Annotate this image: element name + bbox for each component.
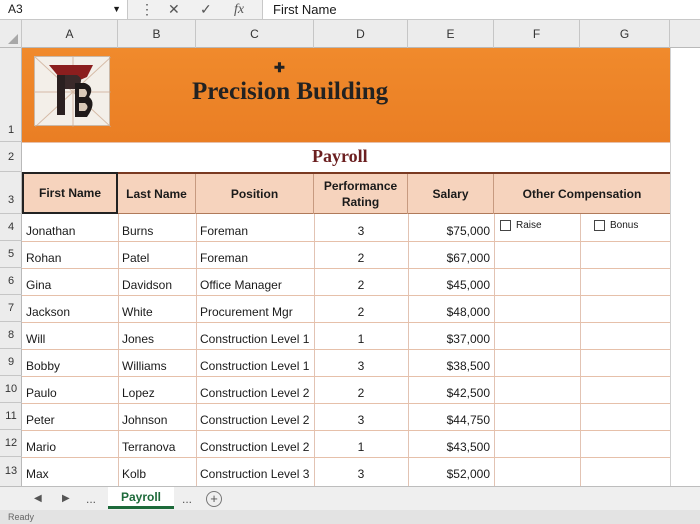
rating-cell[interactable]: 2 xyxy=(357,305,365,319)
first-name-cell[interactable]: Will xyxy=(26,332,46,346)
header-first-name[interactable]: First Name xyxy=(22,172,118,214)
rating-cell[interactable]: 1 xyxy=(357,440,365,454)
cell-cursor-icon: ✚ xyxy=(274,60,285,75)
company-logo xyxy=(34,56,110,126)
last-name-cell[interactable]: Johnson xyxy=(122,413,168,427)
last-name-cell[interactable]: Williams xyxy=(122,359,167,373)
rating-cell[interactable]: 3 xyxy=(357,359,365,373)
insert-function-icon[interactable]: fx xyxy=(234,2,245,17)
row-header[interactable]: 2 xyxy=(0,142,22,172)
table-header-row xyxy=(22,172,670,214)
row-header[interactable]: 13 xyxy=(4,465,18,477)
last-name-cell[interactable]: Burns xyxy=(122,224,154,238)
cancel-icon[interactable]: ✕ xyxy=(168,1,180,17)
row-header[interactable]: 7 xyxy=(0,295,22,322)
rating-cell[interactable]: 3 xyxy=(357,224,365,238)
column-header-e[interactable]: E xyxy=(408,20,494,48)
rating-cell[interactable]: 3 xyxy=(357,413,365,427)
salary-cell[interactable]: $42,500 xyxy=(446,386,490,400)
row-header[interactable]: 1 xyxy=(0,48,22,142)
column-header-more[interactable] xyxy=(670,20,700,48)
column-header-d[interactable]: D xyxy=(314,20,408,48)
position-cell[interactable]: Construction Level 3 xyxy=(200,467,310,481)
column-header-b[interactable]: B xyxy=(118,20,196,48)
select-all-icon[interactable] xyxy=(8,34,18,44)
name-box[interactable] xyxy=(0,0,128,19)
worksheet-grid[interactable] xyxy=(22,48,700,486)
checkbox-icon[interactable] xyxy=(500,220,511,231)
next-sheet-icon[interactable]: ▶ xyxy=(62,493,70,504)
row-header[interactable]: 6 xyxy=(0,268,22,295)
column-header-bar xyxy=(0,20,700,48)
enter-icon[interactable]: ✓ xyxy=(200,1,212,17)
row-header[interactable]: 5 xyxy=(0,241,22,268)
select-all-corner[interactable] xyxy=(0,20,22,48)
last-name-cell[interactable]: Lopez xyxy=(122,386,155,400)
header-position[interactable]: Position xyxy=(196,174,314,214)
first-name-cell[interactable]: Bobby xyxy=(26,359,61,373)
row-header[interactable]: 10 xyxy=(0,376,22,403)
header-performance-rating[interactable]: Performance Rating xyxy=(314,174,408,214)
column-divider xyxy=(670,48,671,486)
company-banner[interactable] xyxy=(22,48,670,142)
last-name-cell[interactable]: Davidson xyxy=(122,278,173,292)
first-name-cell[interactable]: Gina xyxy=(26,278,52,292)
salary-cell[interactable]: $45,000 xyxy=(446,278,490,292)
formula-bar xyxy=(0,0,700,20)
position-cell[interactable]: Construction Level 2 xyxy=(200,440,310,454)
position-cell[interactable]: Foreman xyxy=(200,251,249,265)
position-cell[interactable]: Office Manager xyxy=(200,278,282,292)
column-header-f[interactable]: F xyxy=(494,20,580,48)
salary-cell[interactable]: $48,000 xyxy=(446,305,490,319)
bonus-label: Bonus xyxy=(610,220,639,231)
last-name-cell[interactable]: Patel xyxy=(122,251,150,265)
logo-graphic xyxy=(35,57,111,127)
first-name-cell[interactable]: Peter xyxy=(26,413,55,427)
salary-cell[interactable]: $75,000 xyxy=(446,224,490,238)
rating-cell[interactable]: 2 xyxy=(357,386,365,400)
position-cell[interactable]: Construction Level 1 xyxy=(200,359,310,373)
status-text: Ready xyxy=(8,512,35,522)
header-other-compensation[interactable]: Other Compensation xyxy=(522,187,642,201)
more-sheets-right[interactable]: ... xyxy=(182,492,193,506)
first-name-cell[interactable]: Paulo xyxy=(26,386,57,400)
bonus-checkbox[interactable] xyxy=(594,220,638,231)
raise-label: Raise xyxy=(516,220,542,231)
rating-cell[interactable]: 2 xyxy=(357,278,365,292)
rating-cell[interactable]: 2 xyxy=(357,251,365,265)
chevron-down-icon[interactable]: ▼ xyxy=(112,4,121,14)
last-name-cell[interactable]: Kolb xyxy=(122,467,147,481)
rating-cell[interactable]: 3 xyxy=(357,467,365,481)
column-divider xyxy=(196,214,197,486)
row-header[interactable]: 11 xyxy=(0,403,22,430)
row-divider xyxy=(22,142,670,143)
payroll-title: Payroll xyxy=(312,146,368,166)
salary-cell[interactable]: $52,000 xyxy=(446,467,490,481)
checkbox-icon[interactable] xyxy=(594,220,605,231)
header-salary[interactable]: Salary xyxy=(408,174,494,214)
salary-cell[interactable]: $38,500 xyxy=(446,359,490,373)
salary-cell[interactable]: $44,750 xyxy=(446,413,490,427)
tab-payroll[interactable]: Payroll xyxy=(108,487,174,509)
column-header-c[interactable]: C xyxy=(196,20,314,48)
row-header[interactable]: 9 xyxy=(0,349,22,376)
first-name-cell[interactable]: Max xyxy=(26,467,49,481)
add-sheet-icon[interactable]: + xyxy=(206,491,222,507)
column-header-g[interactable]: G xyxy=(580,20,670,48)
position-cell[interactable]: Construction Level 2 xyxy=(200,413,310,427)
position-cell[interactable]: Procurement Mgr xyxy=(200,305,293,319)
position-cell[interactable]: Construction Level 1 xyxy=(200,332,310,346)
salary-cell[interactable]: $67,000 xyxy=(446,251,490,265)
last-name-cell[interactable]: Terranova xyxy=(122,440,176,454)
header-last-name[interactable]: Last Name xyxy=(118,174,196,214)
row-header[interactable]: 3 xyxy=(0,172,22,214)
last-name-cell[interactable]: Jones xyxy=(122,332,155,346)
row-header[interactable]: 12 xyxy=(0,430,22,457)
name-box-value: A3 xyxy=(8,2,23,16)
status-bar xyxy=(0,510,700,524)
first-name-cell[interactable]: Jonathan xyxy=(26,224,76,238)
previous-sheet-icon[interactable]: ◀ xyxy=(34,493,42,504)
column-divider xyxy=(494,214,495,486)
salary-cell[interactable]: $43,500 xyxy=(446,440,490,454)
first-name-cell[interactable]: Mario xyxy=(26,440,57,454)
row-header[interactable]: 4 xyxy=(0,214,22,241)
row-header[interactable]: 8 xyxy=(0,322,22,349)
more-sheets-left[interactable]: ... xyxy=(86,492,97,506)
column-header-a[interactable]: A xyxy=(22,20,118,48)
rating-cell[interactable]: 1 xyxy=(357,332,365,346)
raise-checkbox[interactable] xyxy=(500,220,542,231)
more-options-icon: ⋮ xyxy=(140,1,154,17)
salary-cell[interactable]: $37,000 xyxy=(446,332,490,346)
last-name-cell[interactable]: White xyxy=(122,305,153,319)
position-cell[interactable]: Foreman xyxy=(200,224,249,238)
company-title: Precision Building xyxy=(192,78,389,105)
column-divider xyxy=(580,214,581,486)
first-name-cell[interactable]: Jackson xyxy=(26,305,71,319)
position-cell[interactable]: Construction Level 2 xyxy=(200,386,310,400)
first-name-cell[interactable]: Rohan xyxy=(26,251,62,265)
row-header-strip xyxy=(0,48,22,486)
column-divider xyxy=(118,214,119,486)
sheet-tab-bar xyxy=(0,486,700,510)
formula-input[interactable]: First Name xyxy=(262,0,700,19)
